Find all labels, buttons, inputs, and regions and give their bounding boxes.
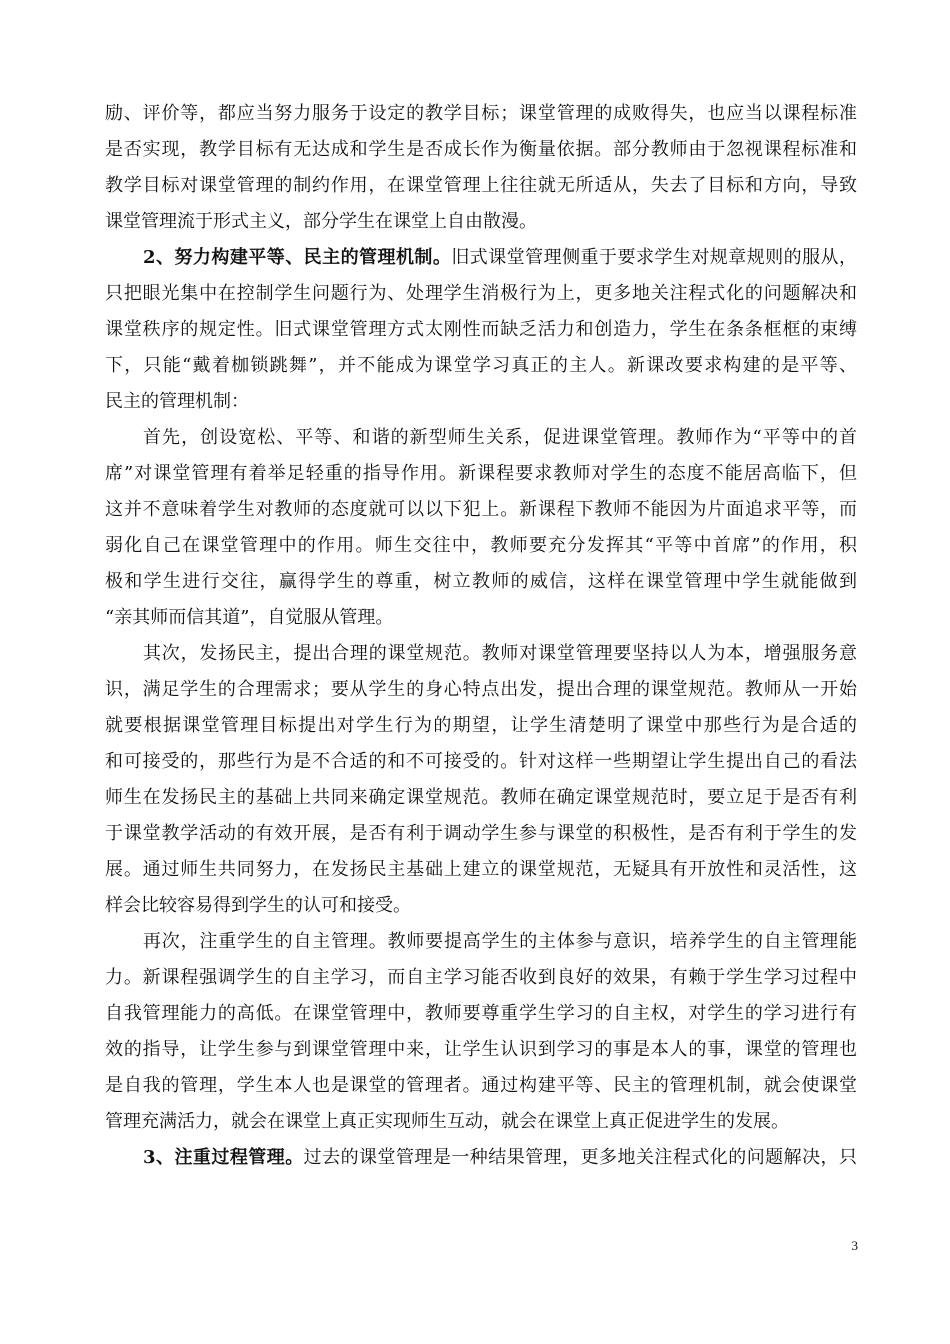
line-text: 是否实现，教学目标有无达成和学生是否成长作为衡量依据。部分教师由于忽视课程标准和 [105, 139, 857, 160]
line-text: 下，只能“戴着枷锁跳舞”，并不能成为课堂学习真正的主人。新课改要求构建的是平等、 [105, 355, 857, 376]
text-line [105, 312, 857, 348]
line-text: 再次，注重学生的自主管理。教师要提高学生的主体参与意识，培养学生的自主管理能 [143, 931, 857, 952]
line-text: 过去的课堂管理是一种结果管理，更多地关注程式化的问题解决，只 [303, 1147, 858, 1168]
line-text: 就要根据课堂管理目标提出对学生行为的期望，让学生清楚明了课堂中那些行为是合适的 [105, 715, 857, 736]
text-line [105, 240, 857, 276]
text-line [105, 1140, 857, 1176]
text-line [105, 456, 857, 492]
text-line [105, 744, 857, 780]
text-line [105, 96, 857, 132]
line-text: 席”对课堂管理有着举足轻重的指导作用。新课程要求教师对学生的态度不能居高临下，但 [105, 463, 857, 484]
line-text: 识，满足学生的合理需求；要从学生的身心特点出发，提出合理的课堂规范。教师从一开始 [105, 679, 857, 700]
text-line [105, 960, 857, 996]
text-line [105, 672, 857, 708]
line-text: 样会比较容易得到学生的认可和接受。 [105, 895, 411, 916]
text-line [105, 600, 857, 636]
line-text: 极和学生进行交往，赢得学生的尊重，树立教师的威信，这样在课堂管理中学生就能做到 [105, 571, 857, 592]
section-heading: 2、努力构建平等、民主的管理机制。 [143, 247, 452, 268]
text-line [105, 708, 857, 744]
text-line [105, 852, 857, 888]
text-line [105, 924, 857, 960]
text-line [105, 528, 857, 564]
text-line [105, 348, 857, 384]
line-text: 课堂秩序的规定性。旧式课堂管理方式太刚性而缺乏活力和创造力，学生在条条框框的束缚 [105, 319, 857, 340]
page-number: 3 [851, 1238, 858, 1253]
text-line [105, 204, 857, 240]
text-line [105, 780, 857, 816]
text-line [105, 168, 857, 204]
line-text: 效的指导，让学生参与到课堂管理中来，让学生认识到学习的事是本人的事，课堂的管理也 [105, 1039, 857, 1060]
line-text: 是自我的管理，学生本人也是课堂的管理者。通过构建平等、民主的管理机制，就会使课堂 [105, 1075, 857, 1096]
line-text: 和可接受的，那些行为是不合适的和不可接受的。针对这样一些期望让学生提出自己的看法 [105, 751, 857, 772]
line-text: 于课堂教学活动的有效开展，是否有利于调动学生参与课堂的积极性，是否有利于学生的发 [105, 823, 857, 844]
line-text: 管理充满活力，就会在课堂上真正实现师生互动，就会在课堂上真正促进学生的发展。 [105, 1111, 789, 1132]
line-text: 教学目标对课堂管理的制约作用，在课堂管理上往往就无所适从，失去了目标和方向，导致 [105, 175, 857, 196]
text-line [105, 276, 857, 312]
text-line [105, 420, 857, 456]
line-text: “亲其师而信其道”，自觉服从管理。 [105, 607, 394, 628]
line-text: 首先，创设宽松、平等、和谐的新型师生关系，促进课堂管理。教师作为“平等中的首 [143, 427, 857, 448]
text-line [105, 816, 857, 852]
text-line [105, 636, 857, 672]
line-text: 自我管理能力的高低。在课堂管理中，教师要尊重学生学习的自主权，对学生的学习进行有 [105, 1003, 857, 1024]
text-line [105, 1032, 857, 1068]
line-text: 民主的管理机制： [105, 391, 249, 412]
line-text: 其次，发扬民主，提出合理的课堂规范。教师对课堂管理要坚持以人为本，增强服务意 [143, 643, 857, 664]
line-text: 弱化自己在课堂管理中的作用。师生交往中，教师要充分发挥其“平等中首席”的作用，积 [105, 535, 857, 556]
line-text: 旧式课堂管理侧重于要求学生对规章规则的服从， [451, 247, 857, 268]
text-line [105, 1068, 857, 1104]
text-line [105, 996, 857, 1032]
section-heading: 3、注重过程管理。 [143, 1147, 304, 1168]
line-text: 励、评价等，都应当努力服务于设定的教学目标；课堂管理的成败得失，也应当以课程标准 [105, 103, 857, 124]
text-line [105, 564, 857, 600]
line-text: 这并不意味着学生对教师的态度就可以以下犯上。新课程下教师不能因为片面追求平等，而 [105, 499, 857, 520]
line-text: 展。通过师生共同努力，在发扬民主基础上建立的课堂规范，无疑具有开放性和灵活性，这 [105, 859, 857, 880]
text-line [105, 492, 857, 528]
document-body [105, 96, 857, 1176]
line-text: 课堂管理流于形式主义，部分学生在课堂上自由散漫。 [105, 211, 537, 232]
text-line [105, 132, 857, 168]
text-line [105, 384, 857, 420]
line-text: 力。新课程强调学生的自主学习，而自主学习能否收到良好的效果，有赖于学生学习过程中 [105, 967, 857, 988]
text-line [105, 888, 857, 924]
line-text: 只把眼光集中在控制学生问题行为、处理学生消极行为上，更多地关注程式化的问题解决和 [105, 283, 857, 304]
text-line [105, 1104, 857, 1140]
line-text: 师生在发扬民主的基础上共同来确定课堂规范。教师在确定课堂规范时，要立足于是否有利 [105, 787, 857, 808]
